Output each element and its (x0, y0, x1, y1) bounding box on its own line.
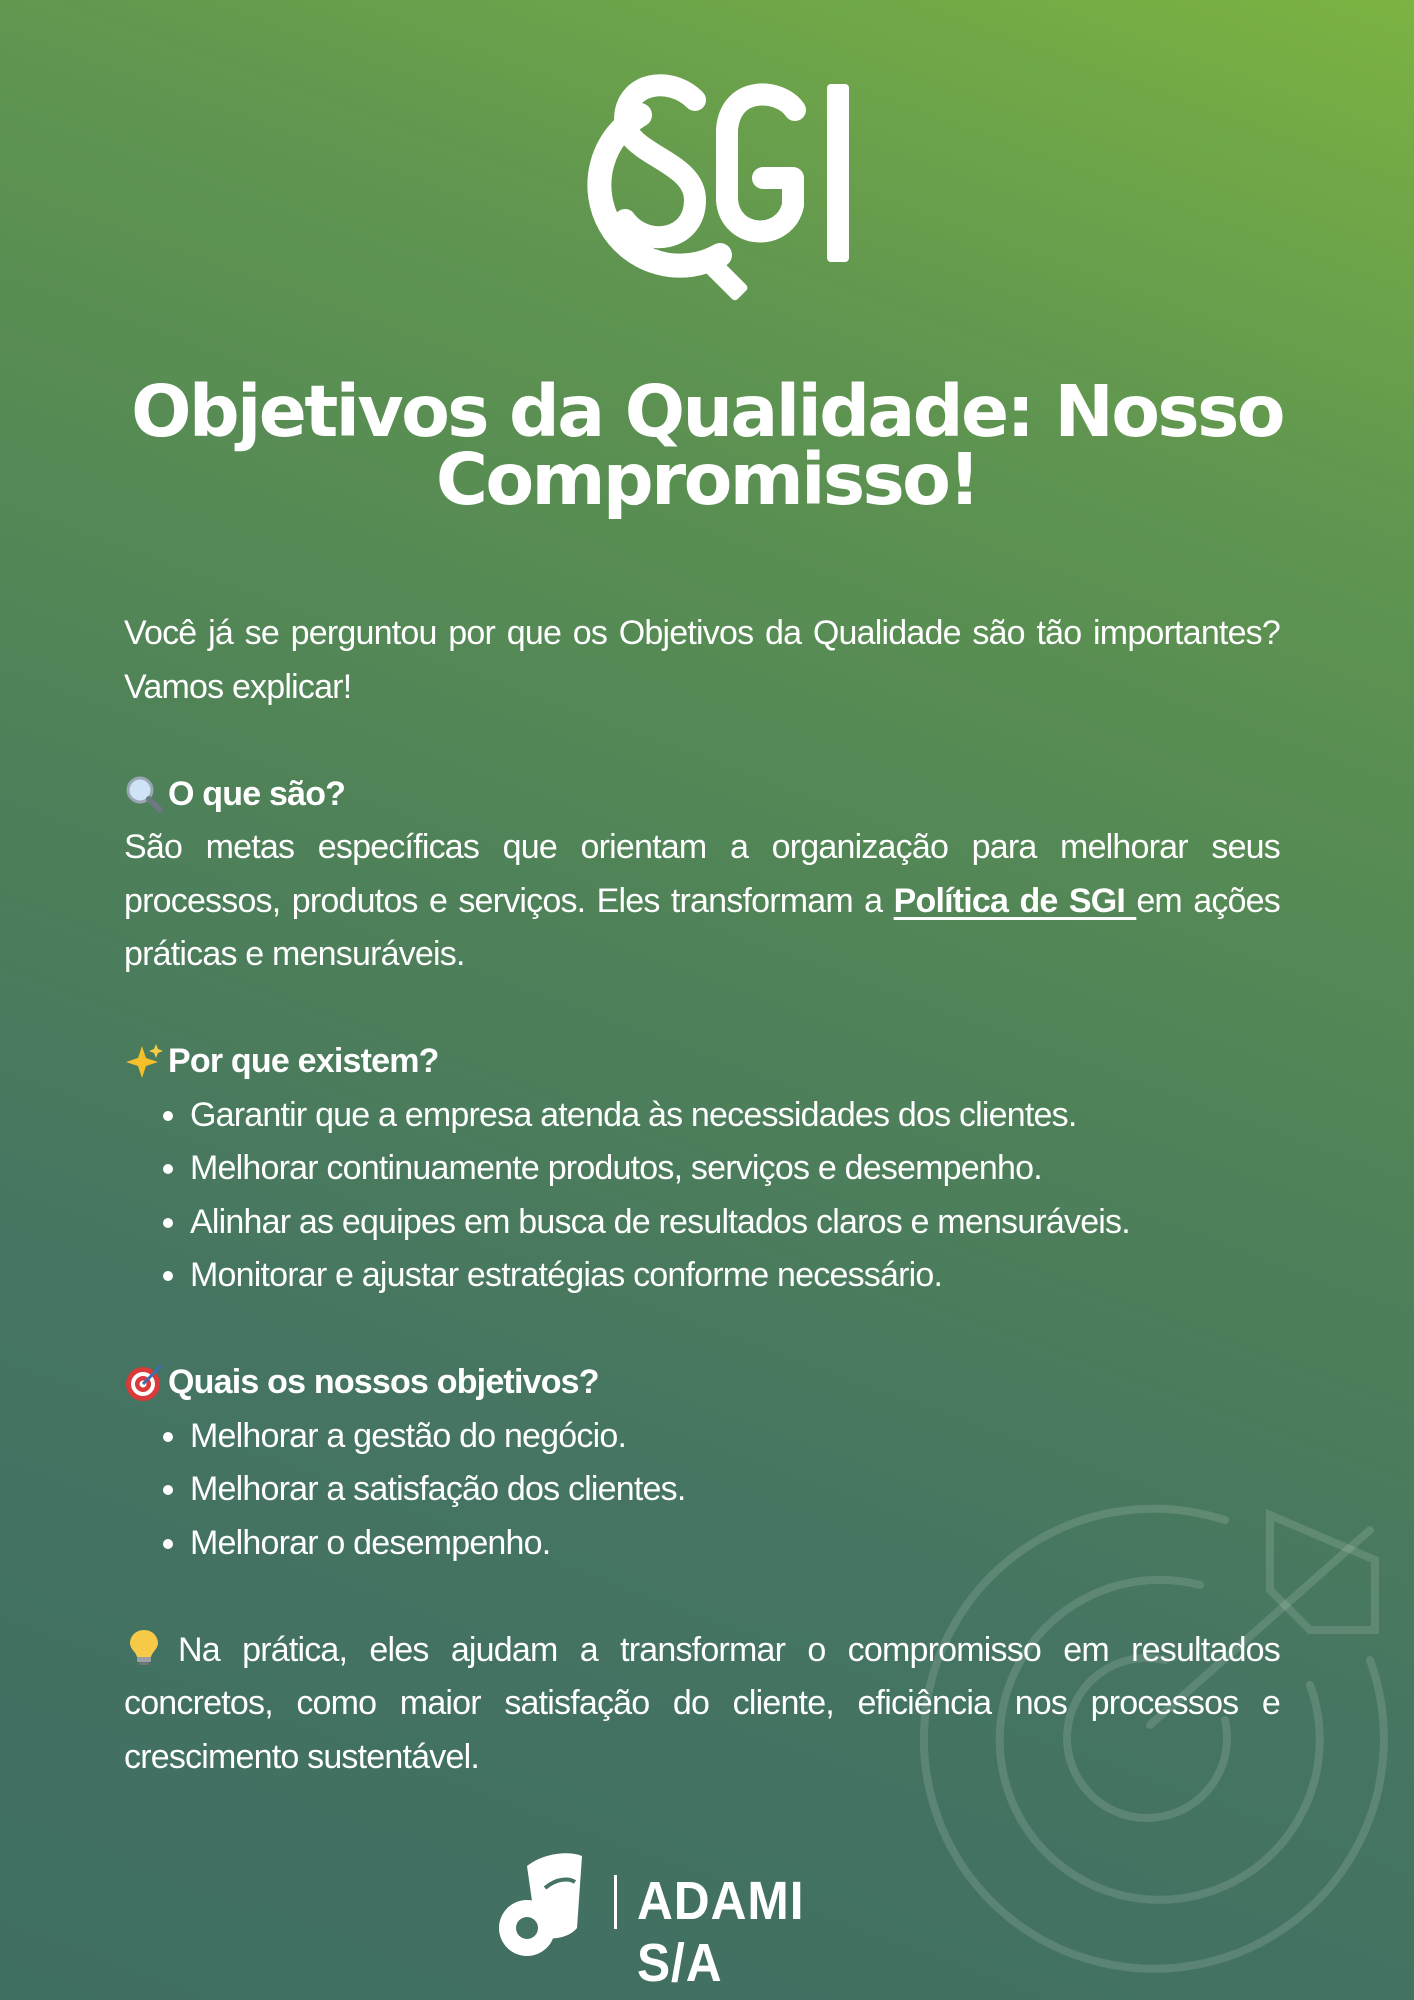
adami-logo (497, 1848, 917, 1993)
magnifier-icon (124, 774, 164, 814)
list-item: • Melhorar o desempenho. (190, 1517, 1280, 1571)
sgi-policy-link[interactable]: Política de SGI (893, 881, 1137, 920)
list-item: • Monitorar e ajustar estratégias conforme necessário. (190, 1249, 1280, 1303)
sparkles-icon (124, 1042, 164, 1082)
sgi-logo (565, 70, 855, 330)
why-list (124, 1089, 1280, 1303)
list-item: • Melhorar a gestão do negócio. (190, 1410, 1280, 1464)
lightbulb-icon (124, 1627, 164, 1667)
adami-mark-icon (497, 1848, 597, 1968)
target-icon (124, 1363, 164, 1403)
what-paragraph: São metas específicas que orientam a organização para melhorar seus processos, produtos e serviços. Eles transformam a Política de SGI em ações práticas e mensuráveis. (124, 828, 1280, 973)
page-title: Objetivos da Qualidade: Nosso Compromisso! (131, 370, 1283, 521)
list-item: • Garantir que a empresa atenda às necessidades dos clientes. (190, 1089, 1280, 1143)
list-item: • Melhorar a satisfação dos clientes. (190, 1463, 1280, 1517)
list-item: • Alinhar as equipes em busca de resultados claros e mensuráveis. (190, 1196, 1280, 1250)
list-item: • Melhorar continuamente produtos, serviços e desempenho. (190, 1142, 1280, 1196)
section-heading-why: Por que existem? (124, 1035, 1280, 1089)
footer-divider (614, 1875, 617, 1929)
footer-brand: ADAMI S/A (637, 1871, 805, 1993)
intro-paragraph: Você já se perguntou por que os Objetivos da Qualidade são tão importantes? Vamos explicar! (124, 614, 1280, 706)
section-heading-what: O que são? (124, 768, 1280, 822)
content-body (124, 607, 1280, 1784)
goals-list (124, 1410, 1280, 1571)
section-heading-goals: Quais os nossos objetivos? (124, 1356, 1280, 1410)
tip-paragraph: Na prática, eles ajudam a transformar o compromisso em resultados concretos, como maior satisfação do cliente, eficiência nos processos e crescimento sustentável. (124, 1624, 1280, 1785)
